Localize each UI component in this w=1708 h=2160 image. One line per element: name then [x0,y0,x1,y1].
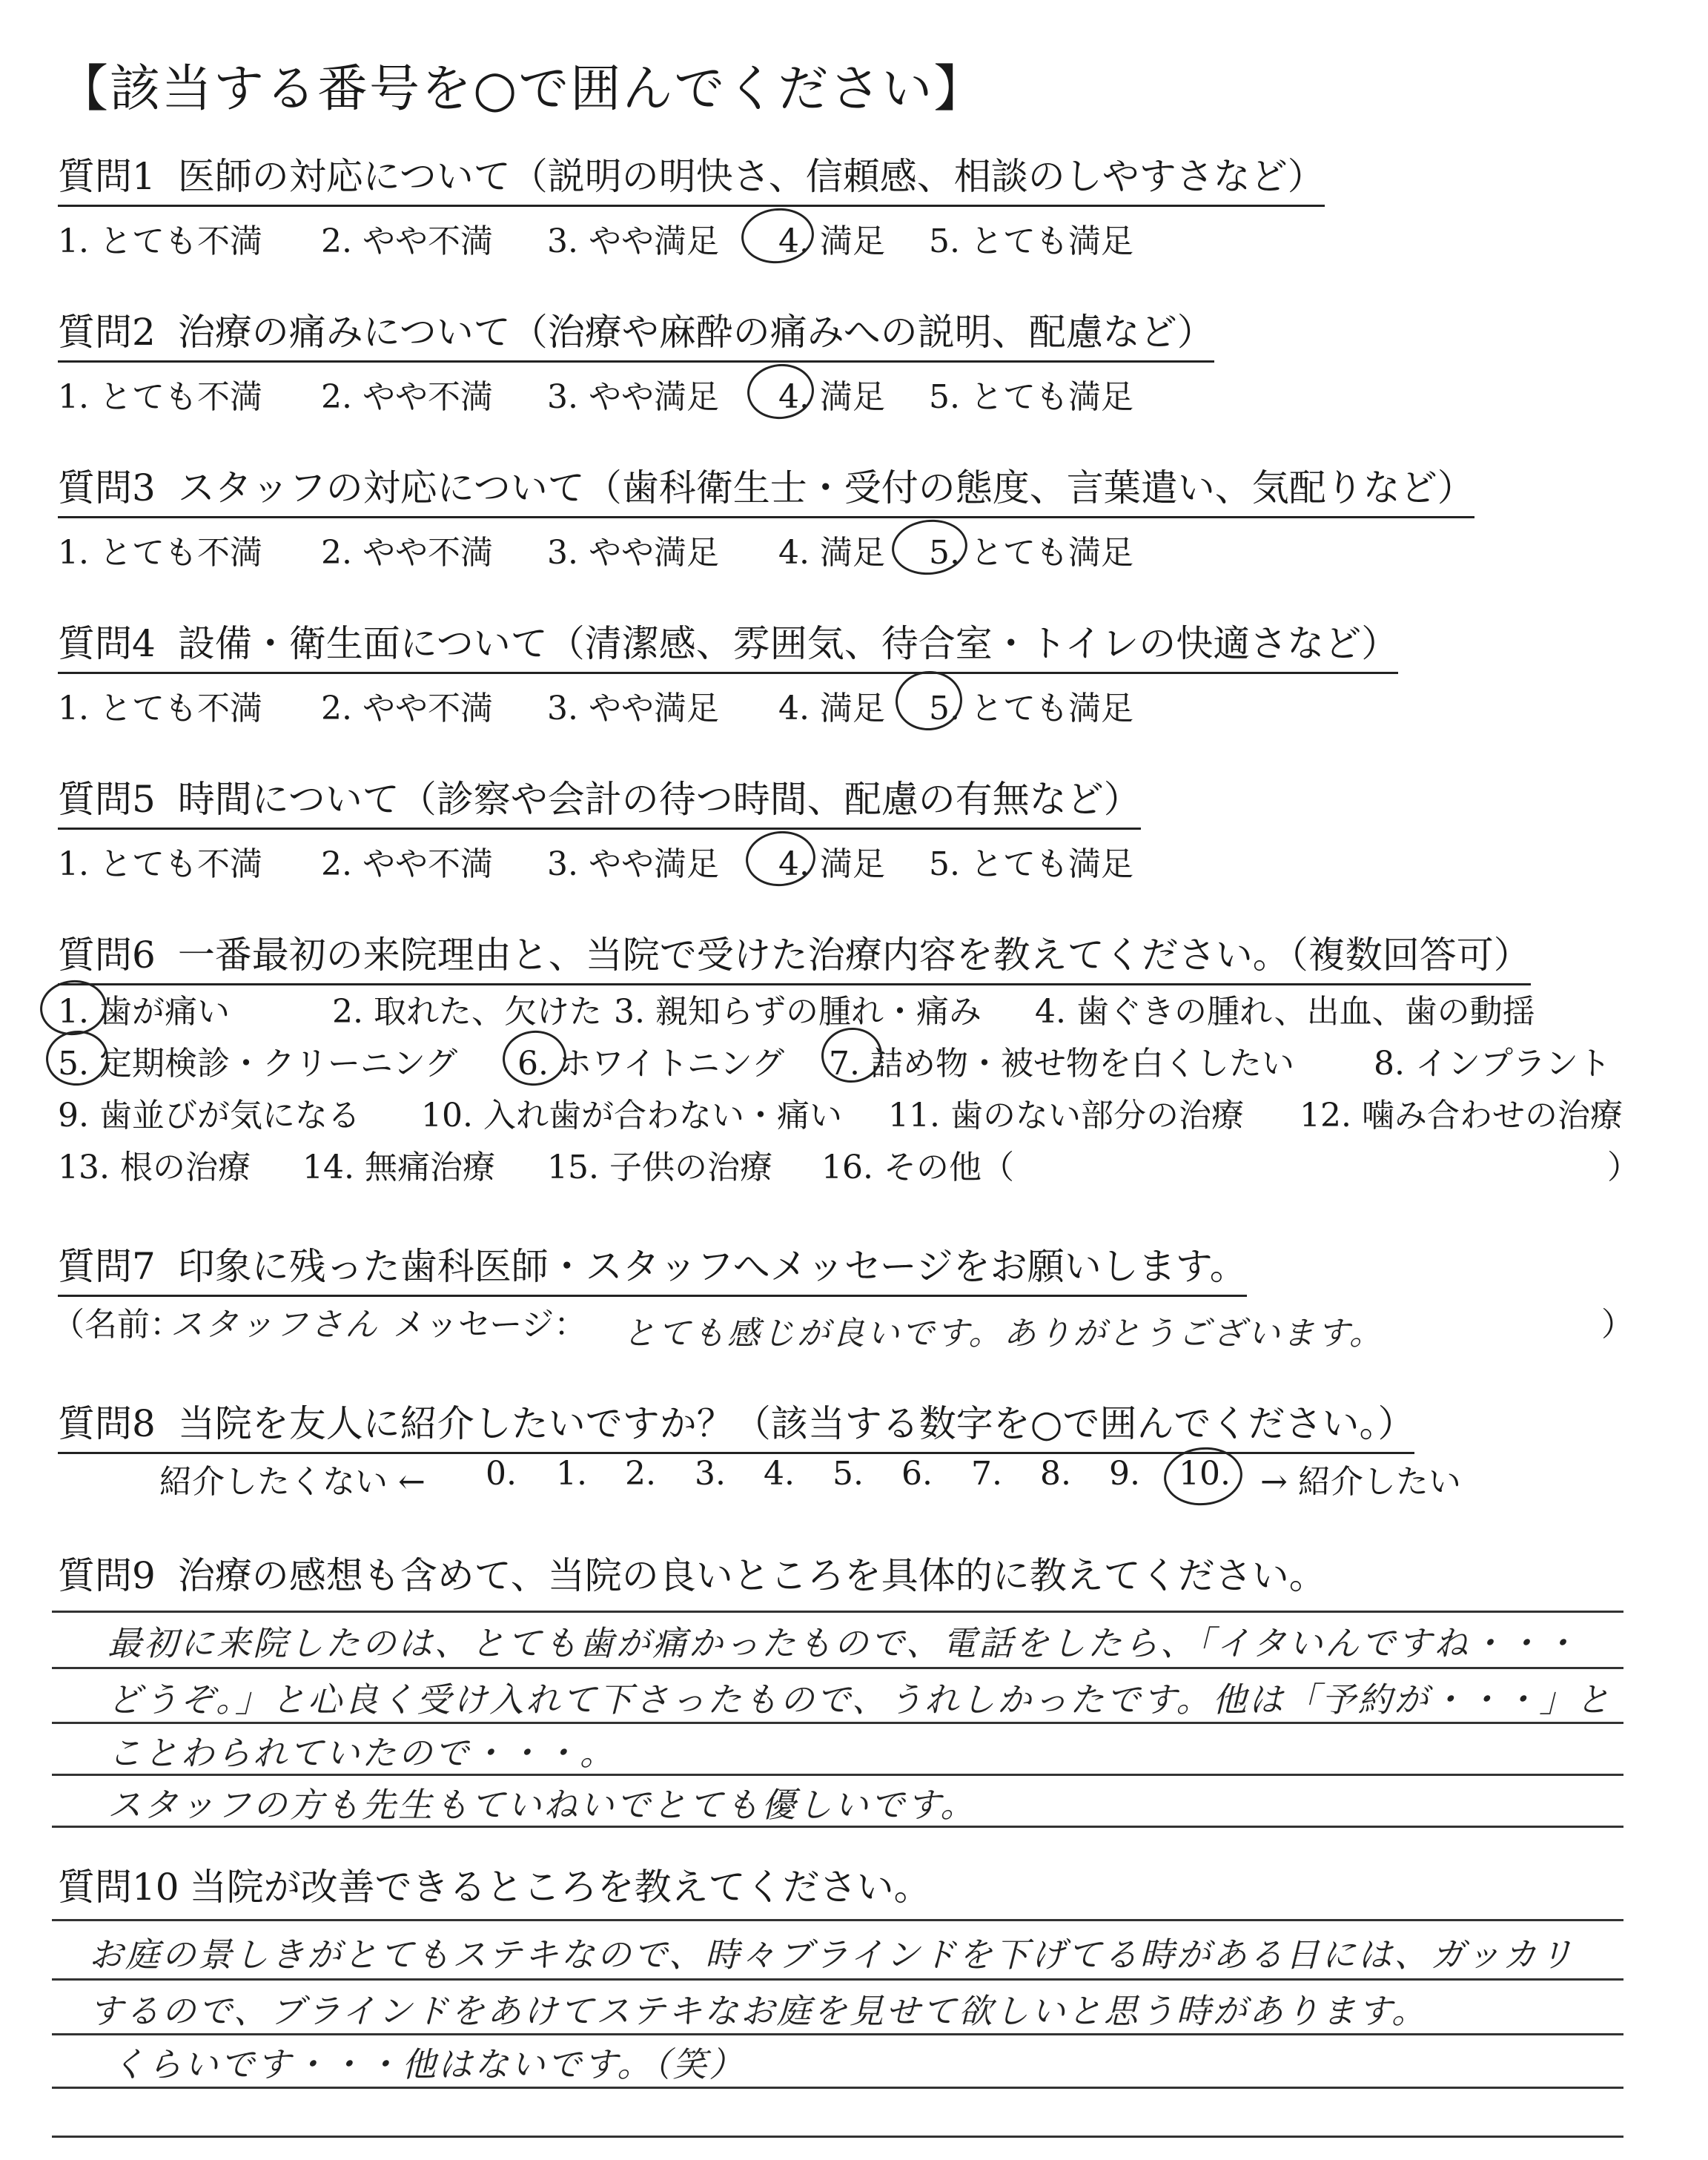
q10-answer-line-2[interactable]: するので、ブラインドをあけてステキなお庭を見せて欲しいと思う時があります。 [89,1991,1429,2031]
q6-option-10[interactable]: 10. 入れ歯が合わない・痛い [421,1097,842,1135]
option-2[interactable]: 2. やや不満 [321,378,493,416]
answer-rule [52,1978,1623,1981]
answer-rule [52,1722,1623,1724]
scale-right-label: → 紹介したい [1260,1463,1461,1501]
question-1 [58,147,1325,259]
page-title: 【該当する番号を○で囲んでください】 [58,60,986,119]
question-9 [58,1546,1326,1599]
question-2 [58,303,1214,415]
answer-rule [52,1774,1623,1776]
option-4[interactable]: 4. 満足 [778,534,885,572]
scale-9[interactable]: 9. [1109,1455,1140,1493]
question-heading: 質問6 一番最初の来院理由と、当院で受けた治療内容を教えてください。（複数回答可） [58,925,1531,985]
option-1[interactable]: 1. とても不満 [58,690,262,727]
q6-option-9[interactable]: 9. 歯並びが気になる [58,1097,360,1135]
q7-message-row [52,1298,1634,1353]
answer-rule [52,2033,1623,2035]
scale-4[interactable]: 4. [764,1455,795,1493]
option-4[interactable]: 4. 満足 [778,845,885,883]
q6-option-13[interactable]: 13. 根の治療 [58,1149,251,1186]
scale-6[interactable]: 6. [901,1455,933,1493]
q6-option-12[interactable]: 12. 噛み合わせの治療 [1300,1097,1623,1135]
answer-rule [52,1919,1623,1921]
answer-options [58,214,1325,259]
answer-options [58,526,1474,570]
q8-scale [0,1455,1708,1507]
q9-answer-line-2[interactable]: どうぞ。」と心良く受け入れて下さったもので、うれしかったです。他は「予約が・・・」と [107,1680,1612,1720]
message-value[interactable]: とても感じが良いです。ありがとうございます。 [623,1315,1384,1353]
option-2[interactable]: 2. やや不満 [321,534,493,572]
option-5[interactable]: 5. とても満足 [929,378,1133,416]
question-heading: 質問7 印象に残った歯科医師・スタッフへメッセージをお願いします。 [58,1237,1247,1297]
option-5[interactable]: 5. とても満足 [929,222,1133,260]
question-heading: 質問10 当院が改善できるところを教えてください。 [58,1866,931,1909]
q9-answer-line-1[interactable]: 最初に来院したのは、とても歯が痛かったもので、電話をしたら、「イタいんですね・・・ [107,1623,1580,1663]
answer-rule [52,1611,1623,1613]
option-4[interactable]: 4. 満足 [778,378,885,416]
answer-rule [52,1667,1623,1669]
question-heading: 質問3 スタッフの対応について（歯科衛生士・受付の態度、言葉遣い、気配りなど） [58,458,1474,518]
q6-option-1[interactable]: 1. 歯が痛い [58,993,230,1031]
option-1[interactable]: 1. とても不満 [58,534,262,572]
option-2[interactable]: 2. やや不満 [321,222,493,260]
q6-option-5[interactable]: 5. 定期検診・クリーニング [58,1045,458,1083]
question-heading: 質問1 医師の対応について（説明の明快さ、信頼感、相談のしやすさなど） [58,147,1325,207]
q6-row-4 [58,1140,1652,1185]
question-5 [58,770,1141,882]
question-heading: 質問2 治療の痛みについて（治療や麻酔の痛みへの説明、配慮など） [58,303,1214,363]
option-3[interactable]: 3. やや満足 [547,534,719,572]
q9-answer-line-4[interactable]: スタッフの方も先生もていねいでとても優しいです。 [107,1785,977,1825]
message-label: メッセージ： [393,1306,587,1344]
q6-other-close: ） [1607,1149,1640,1186]
scale-7[interactable]: 7. [971,1455,1002,1493]
q6-option-16[interactable]: 16. その他（ [821,1149,1014,1186]
q6-row-1 [58,985,1652,1029]
option-1[interactable]: 1. とても不満 [58,222,262,260]
option-3[interactable]: 3. やや満足 [547,845,719,883]
answer-rule [52,2087,1623,2089]
q10-answer-line-3[interactable]: くらいです・・・他はないです。（笑） [111,2044,746,2084]
q6-option-14[interactable]: 14. 無痛治療 [302,1149,495,1186]
option-5[interactable]: 5. とても満足 [929,690,1133,727]
option-5[interactable]: 5. とても満足 [929,534,1133,572]
question-6 [58,925,1531,985]
q6-option-8[interactable]: 8. インプラント [1374,1045,1611,1083]
q6-option-11[interactable]: 11. 歯のない部分の治療 [888,1097,1244,1135]
option-1[interactable]: 1. とても不満 [58,378,262,416]
answer-options [58,370,1214,415]
answer-rule [52,1826,1623,1828]
option-4[interactable]: 4. 満足 [778,690,885,727]
message-close: ） [1601,1306,1634,1344]
scale-3[interactable]: 3. [695,1455,726,1493]
q6-option-3[interactable]: 3. 親知らずの腫れ・痛み [614,993,982,1031]
option-3[interactable]: 3. やや満足 [547,222,719,260]
answer-options [58,681,1398,726]
option-5[interactable]: 5. とても満足 [929,845,1133,883]
question-4 [58,614,1398,726]
scale-2[interactable]: 2. [625,1455,656,1493]
option-4[interactable]: 4. 満足 [778,222,885,260]
scale-5[interactable]: 5. [833,1455,864,1493]
question-heading: 質問5 時間について（診察や会計の待つ時間、配慮の有無など） [58,770,1141,830]
q6-option-2[interactable]: 2. 取れた、欠けた [332,993,602,1031]
option-2[interactable]: 2. やや不満 [321,845,493,883]
question-7 [58,1237,1247,1297]
question-3 [58,458,1474,570]
q9-answer-line-3[interactable]: ことわられていたので・・・。 [107,1733,616,1773]
answer-rule [52,2136,1623,2138]
q6-option-6[interactable]: 6. ホワイトニング [517,1045,785,1083]
q6-row-3 [58,1089,1652,1133]
question-heading: 質問8 当院を友人に紹介したいですか？（該当する数字を○で囲んでください。） [58,1394,1414,1454]
option-3[interactable]: 3. やや満足 [547,690,719,727]
question-heading: 質問4 設備・衛生面について（清潔感、雰囲気、待合室・トイレの快適さなど） [58,614,1398,674]
scale-left-label: 紹介したくない ← [159,1463,426,1501]
scale-10[interactable]: 10. [1179,1455,1231,1493]
question-8 [58,1394,1414,1454]
name-label: （名前： [52,1306,182,1344]
option-2[interactable]: 2. やや不満 [321,690,493,727]
option-1[interactable]: 1. とても不満 [58,845,262,883]
answer-options [58,837,1141,882]
q6-option-4[interactable]: 4. 歯ぐきの腫れ、出血、歯の動揺 [1035,993,1535,1031]
scale-0[interactable]: 0. [486,1455,517,1493]
q6-option-7[interactable]: 7. 詰め物・被せ物を白くしたい [829,1045,1294,1083]
scale-1[interactable]: 1. [556,1455,587,1493]
q6-row-2 [58,1037,1652,1081]
scale-8[interactable]: 8. [1040,1455,1071,1493]
option-3[interactable]: 3. やや満足 [547,378,719,416]
q6-option-15[interactable]: 15. 子供の治療 [547,1149,772,1186]
name-value[interactable]: スタッフさん [171,1306,380,1344]
question-10 [58,1857,931,1911]
q10-answer-line-1[interactable]: お庭の景しきがとてもステキなので、時々ブラインドを下げてる時がある日には、ガッカリ [89,1935,1575,1975]
question-heading: 質問9 治療の感想も含めて、当院の良いところを具体的に教えてください。 [58,1554,1326,1597]
